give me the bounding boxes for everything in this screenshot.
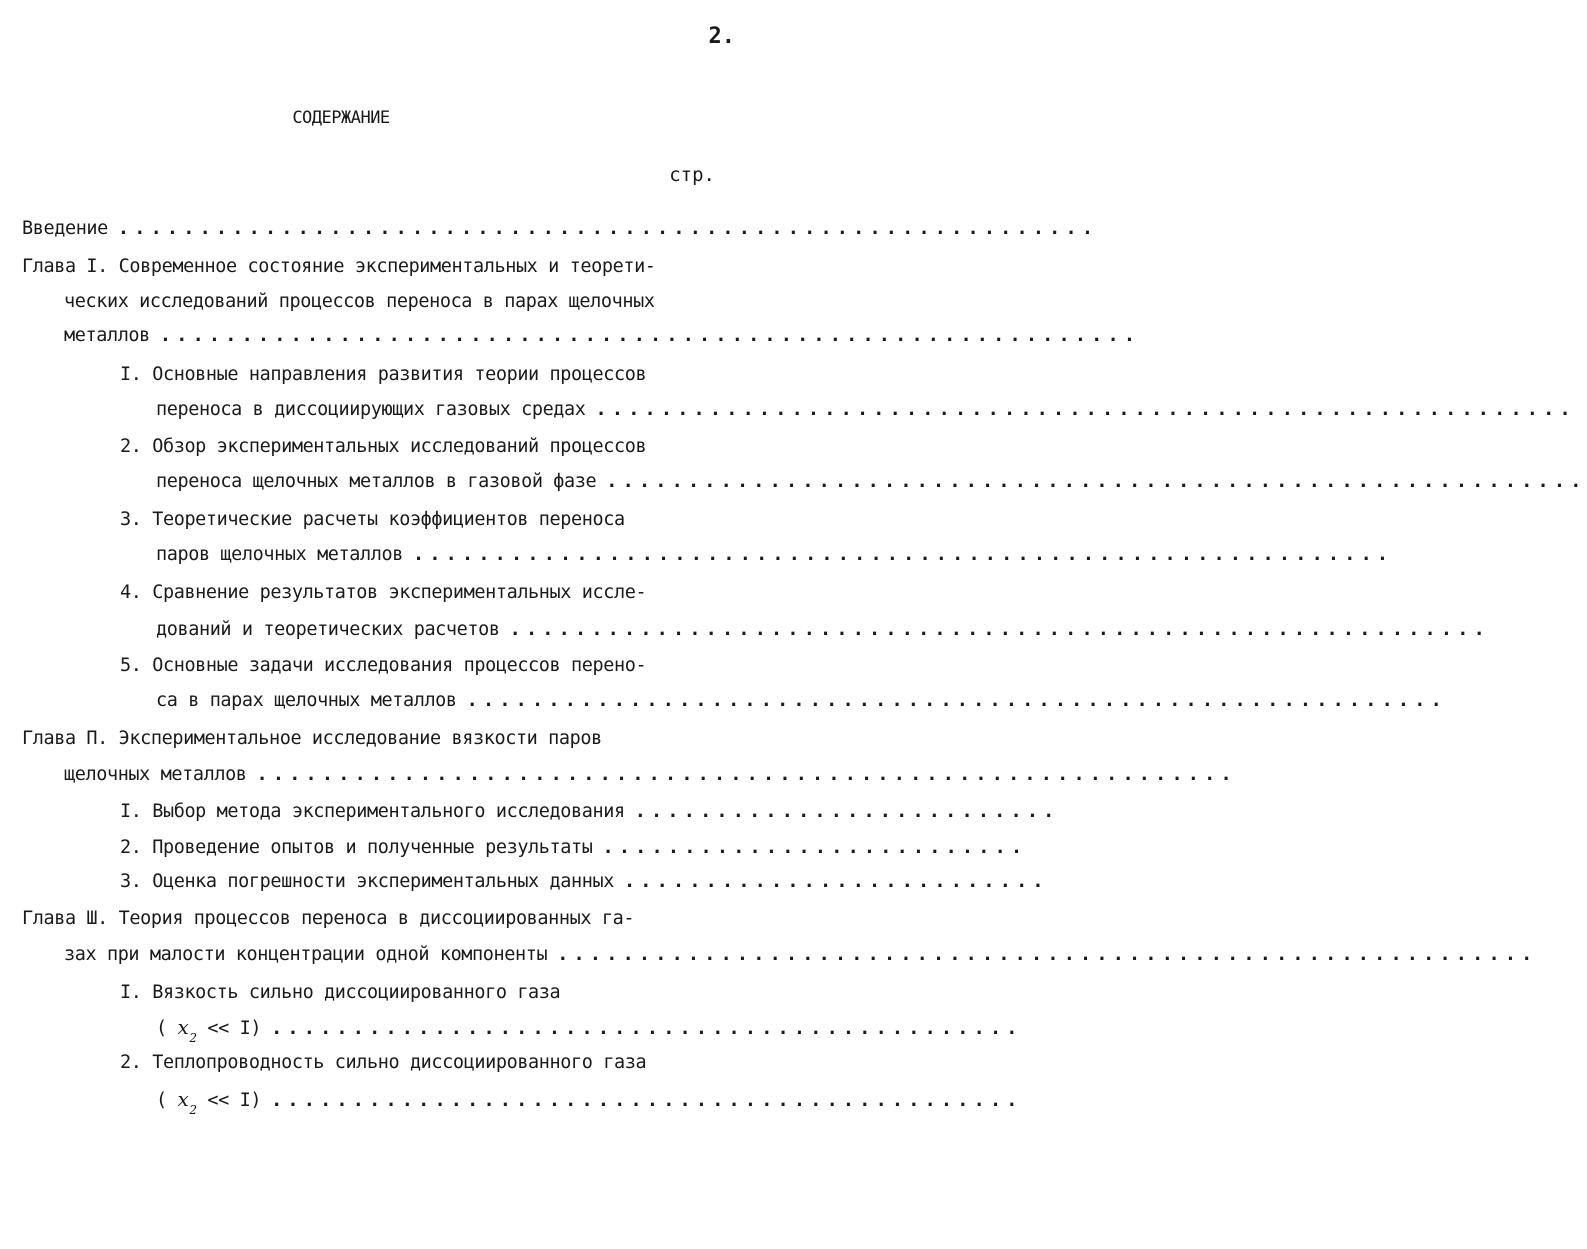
toc-entry-label: Введение: [22, 218, 108, 239]
dot-leader: ............................................................: [595, 399, 1576, 420]
toc-entry-section: [120, 869, 1049, 895]
toc-section-heading: [120, 580, 740, 606]
dot-leader: ............................................................: [256, 764, 1237, 785]
toc-entry-label: металлов: [64, 325, 150, 346]
toc-entry-section: [156, 397, 1576, 423]
section-title: Вязкость сильно диссоциированного газа: [152, 982, 561, 1003]
math-subscript: 2: [189, 1031, 197, 1045]
toc-section-heading: [120, 1050, 740, 1076]
toc-entry-section: [156, 469, 1587, 495]
section-number: I.: [120, 801, 142, 822]
section-number: 2.: [120, 1052, 142, 1073]
toc-entry-section: [120, 835, 1028, 861]
math-relation: << I): [207, 1018, 262, 1039]
section-number: I.: [120, 364, 142, 385]
math-variable: x: [177, 1015, 189, 1039]
dot-leader: ............................................................: [557, 944, 1538, 965]
section-number: 4.: [120, 582, 142, 603]
toc-section-heading: [120, 653, 740, 679]
page-column-label: стр.: [669, 164, 715, 186]
dot-leader: ..............................................: [271, 1090, 1023, 1111]
toc-entry-label: Оценка погрешности экспериментальных данных: [152, 871, 614, 892]
toc-section-heading: [120, 362, 740, 388]
section-title: Основные направления развития теории процессов: [152, 364, 647, 385]
toc-entry-label: переноса в диссоциирующих газовых средах: [156, 399, 586, 420]
toc-section-heading: [120, 980, 740, 1006]
dot-leader: ............................................................: [117, 218, 1099, 239]
dot-leader: ............................................................: [606, 471, 1587, 492]
dot-leader: ............................................................: [509, 619, 1490, 640]
toc-entry-chapter-3: [64, 942, 1538, 968]
toc-entry-section: [120, 799, 1060, 825]
toc-entry-label: Выбор метода экспериментального исследования: [152, 801, 625, 822]
toc-entry-section: [156, 688, 1447, 714]
toc-entry-chapter-2: [64, 762, 1237, 788]
dot-leader: ..........................: [634, 801, 1060, 822]
section-number: 2.: [120, 436, 142, 457]
section-title: Сравнение результатов экспериментальных иссле-: [152, 582, 647, 603]
section-title: Основные задачи исследования процессов перено-: [152, 655, 647, 676]
toc-entry-chapter-1: [64, 323, 1141, 349]
math-variable: x: [177, 1087, 189, 1111]
dot-leader: ............................................................: [466, 690, 1447, 711]
dot-leader: ..........................: [623, 871, 1049, 892]
toc-entry-label: щелочных металлов: [64, 764, 247, 785]
page-number: 2.: [708, 24, 735, 49]
toc-entry-section: ( $x_2 << I$) ..............................................: [156, 1087, 1023, 1117]
toc-section-heading: [120, 434, 740, 460]
toc-entry-label: паров щелочных металлов: [156, 544, 403, 565]
toc-chapter-heading: ческих исследований процессов переноса в парах щелочных: [64, 291, 655, 312]
dot-leader: ..........................: [602, 837, 1028, 858]
dot-leader: ..............................................: [271, 1018, 1023, 1039]
dot-leader: ............................................................: [159, 325, 1141, 346]
toc-entry-label: са в парах щелочных металлов: [156, 690, 457, 711]
toc-entry-section: [156, 617, 1490, 643]
toc-entry-section: ( $x_2 << I$) ..............................................: [156, 1015, 1023, 1045]
math-subscript: 2: [189, 1103, 197, 1117]
section-title: Обзор экспериментальных исследований процессов: [152, 436, 647, 457]
toc-chapter-heading: Глава I. Современное состояние экспериментальных и теорети-: [22, 256, 656, 277]
toc-entry-label: Проведение опытов и полученные результаты: [152, 837, 593, 858]
toc-entry-section: [156, 542, 1394, 568]
toc-section-heading: [120, 507, 740, 533]
toc-chapter-heading: Глава Ш. Теория процессов переноса в диссоциированных га-: [22, 908, 635, 929]
section-title: Теоретические расчеты коэффициентов переноса: [152, 509, 625, 530]
math-relation: << I): [207, 1090, 262, 1111]
section-number: 3.: [120, 871, 142, 892]
toc-chapter-heading: Глава П. Экспериментальное исследование вязкости паров: [22, 728, 602, 749]
section-number: 2.: [120, 837, 142, 858]
toc-entry-label: дований и теоретических расчетов: [156, 619, 500, 640]
section-number: 3.: [120, 509, 142, 530]
section-number: I.: [120, 982, 142, 1003]
toc-entry-label: зах при малости концентрации одной компоненты: [64, 944, 548, 965]
toc-entry-label: переноса щелочных металлов в газовой фазе: [156, 471, 597, 492]
toc-entry-intro: [22, 216, 1099, 242]
page-title: СОДЕРЖАНИЕ: [292, 108, 390, 128]
section-title: Теплопроводность сильно диссоциированного газа: [152, 1052, 647, 1073]
section-number: 5.: [120, 655, 142, 676]
dot-leader: ............................................................: [412, 544, 1394, 565]
